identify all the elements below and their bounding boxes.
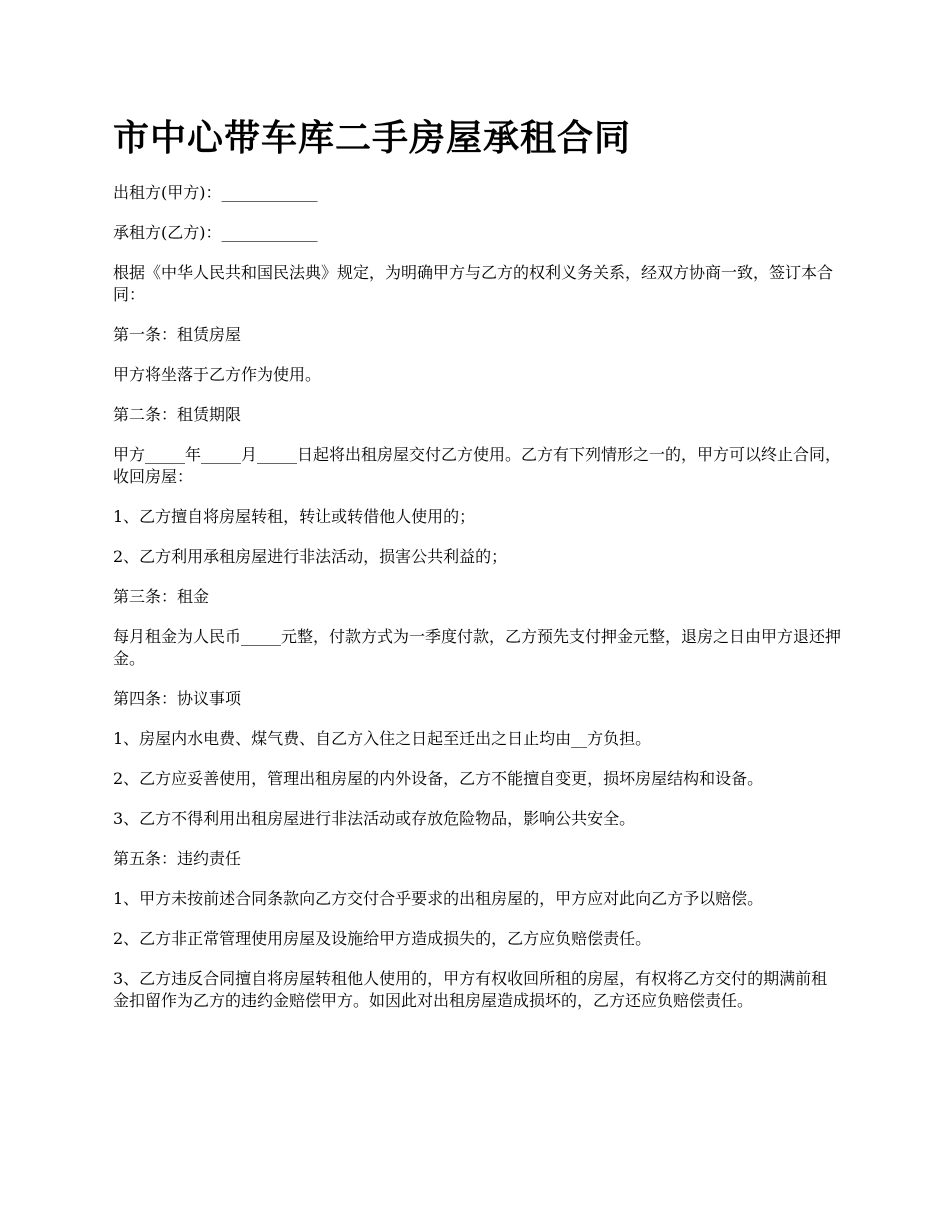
article-2-item-2: 2、乙方利用承租房屋进行非法活动，损害公共利益的；: [113, 547, 508, 566]
article-5-item-2: 2、乙方非正常管理使用房屋及设施给甲方造成损失的，乙方应负赔偿责任。: [113, 929, 652, 948]
article-2-heading: 第二条：租赁期限: [113, 405, 242, 424]
article-5-item-1: 1、甲方未按前述合同条款向乙方交付合乎要求的出租房屋的，甲方应对此向乙方予以赔偿。: [113, 889, 764, 908]
article-5-heading: 第五条：违约责任: [113, 849, 242, 868]
article-1-text: 甲方将坐落于乙方作为使用。: [113, 365, 322, 384]
document-page: [113, 112, 841, 1030]
article-4-item-3: 3、乙方不得利用出租房屋进行非法活动或存放危险物品，影响公共安全。: [113, 809, 636, 828]
article-2-text: 甲方_____年_____月_____日起将出租房屋交付乙方使用。乙方有下列情形之一的，甲方可以终止合同，收回房屋：: [113, 445, 842, 486]
article-5-item-3: 3、乙方违反合同擅自将房屋转租他人使用的，甲方有权收回所租的房屋，有权将乙方交付的期满前租金扣留作为乙方的违约金赔偿甲方。如因此对出租房屋造成损坏的，乙方还应负赔偿责任。: [113, 969, 828, 1010]
article-1-heading: 第一条：租赁房屋: [113, 325, 242, 344]
article-4-item-2: 2、乙方应妥善使用，管理出租房屋的内外设备，乙方不能擅自变更，损坏房屋结构和设备。: [113, 769, 764, 788]
lessee-line: 承租方(乙方)：____________: [113, 223, 318, 242]
preamble-paragraph: 根据《中华人民共和国民法典》规定，为明确甲方与乙方的权利义务关系，经双方协商一致，签订本合同：: [113, 263, 834, 304]
document-title: 市中心带车库二手房屋承租合同: [113, 117, 632, 159]
article-2-item-1: 1、乙方擅自将房屋转租，转让或转借他人使用的；: [113, 507, 476, 526]
lessor-line: 出租方(甲方)：____________: [113, 183, 318, 202]
article-3-heading: 第三条：租金: [113, 587, 210, 606]
article-4-item-1: 1、房屋内水电费、煤气费、自乙方入住之日起至迁出之日止均由__方负担。: [113, 729, 652, 748]
article-3-text: 每月租金为人民币_____元整，付款方式为一季度付款，乙方预先支付押金元整，退房之日由甲方退还押金。: [113, 627, 842, 668]
article-4-heading: 第四条：协议事项: [113, 689, 242, 708]
